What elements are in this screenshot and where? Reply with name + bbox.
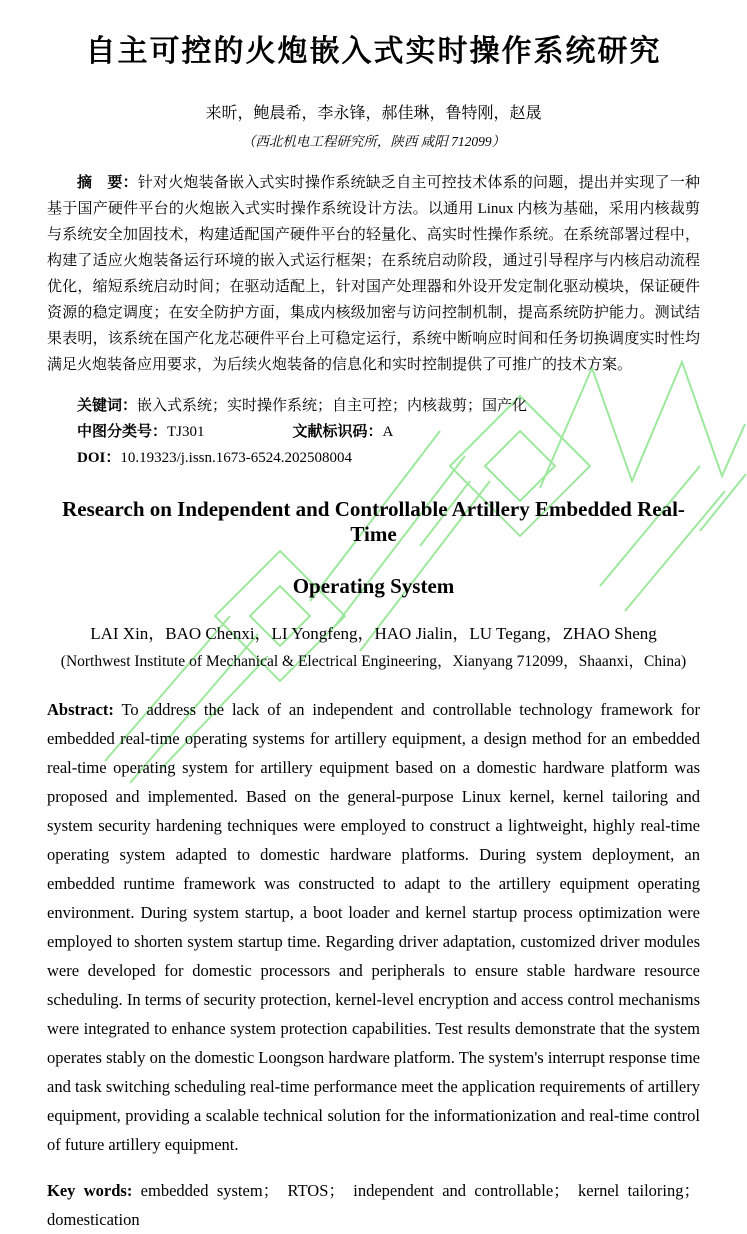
clc-value: TJ301 [167,424,205,440]
english-title [47,497,700,599]
chinese-abstract-label: 摘 要： [77,175,138,191]
english-authors: LAI Xin，BAO Chenxi，LI Yongfeng，HAO Jialin，LU Tegang，ZHAO Sheng [90,624,657,643]
english-abstract [47,695,700,1159]
chinese-keywords-line [47,393,700,419]
chinese-authors: 来昕，鲍晨希，李永锋，郝佳琳，鲁特刚，赵晟 [205,105,542,122]
clc-label: 中图分类号： [77,424,168,440]
chinese-affiliation: （西北机电工程研究所，陕西 咸阳 712099） [241,134,506,149]
english-keywords-line [47,1176,700,1234]
english-title-line1: Research on Independent and Controllable Artillery Embedded Real-Time [62,497,685,546]
chinese-abstract-text: 针对火炮装备嵌入式实时操作系统缺乏自主可控技术体系的问题，提出并实现了一种基于国产硬件平台的火炮嵌入式实时操作系统设计方法。以通用 Linux 内核为基础，采用内核裁剪与系统安全加固技术，构建适配国产硬件平台的轻量化、高实时性操作系统。在系统部署过程中，构建了适应火炮装备运行环境的嵌入式运行框架；在系统启动阶段，通过引导程序与内核启动流程优化，缩短系统启动时间；在驱动适配上，针对国产处理器和外设开发定制化驱动模块，保证硬件资源的稳定调度；在安全防护方面，集成内核级加密与访问控制机制，提高系统防护能力。测试结果表明，该系统在国产化龙芯硬件平台上可稳定运行，系统中断响应时间和任务切换调度实时性均满足火炮装备应用要求，为后续火炮装备的信息化和实时控制提供了可推广的技术方案。 [47,175,700,373]
english-title-line2: Operating System [292,574,455,598]
doc-code-label: 文献标识码： [292,424,383,440]
doc-code-value: A [382,424,394,440]
doi-line [47,445,700,471]
english-keywords-text: embedded system； RTOS； independent and controllable； kernel tailoring； domestication [47,1180,701,1229]
english-abstract-text: To address the lack of an independent and controllable technology framework for embedded real-time operating systems for artillery equipment, a design method for an embedded real-time operating system for artillery equipment based on a domestic hardware platform was proposed and implemented. Based on the general-purpose Linux kernel, kernel tailoring and system security hardening techniques were employed to construct a lightweight, highly real-time operating system adapted to domestic hardware platforms. During system deployment, an embedded runtime framework was constructed to adapt to the artillery equipment operating environment. During system startup, a boot loader and kernel startup process optimization were employed to shorten system startup time. Regarding driver adaptation, customized driver modules were developed for domestic processors and peripherals to ensure stable hardware resource scheduling. In terms of security protection, kernel-level encryption and access control mechanisms were integrated to enhance system protection capabilities. Test results demonstrate that the system operates stably on the domestic Loongson hardware platform. The system's interrupt response time and task switching scheduling real-time performance meet the application requirements of artillery equipment, providing a scalable technical solution for the informationization and real-time control of future artillery equipment. [47,700,700,1154]
doc-code-group [293,424,394,440]
document-body [0,26,747,1234]
chinese-keywords-label: 关键词： [77,398,138,414]
chinese-abstract [47,170,700,378]
english-keywords-label: Key words: [47,1180,133,1200]
english-abstract-label: Abstract: [47,700,114,719]
doi-label: DOI： [77,450,121,466]
chinese-keywords-text: 嵌入式系统；实时操作系统；自主可控；内核裁剪；国产化 [137,398,528,414]
english-affiliation: (Northwest Institute of Mechanical & Electrical Engineering，Xianyang 712099，Shaanxi，China) [60,653,687,670]
doi-value: 10.19323/j.issn.1673-6524.202508004 [120,450,353,466]
classification-line [47,419,700,445]
chinese-title: 自主可控的火炮嵌入式实时操作系统研究 [85,35,662,68]
paper-page [0,26,747,1229]
